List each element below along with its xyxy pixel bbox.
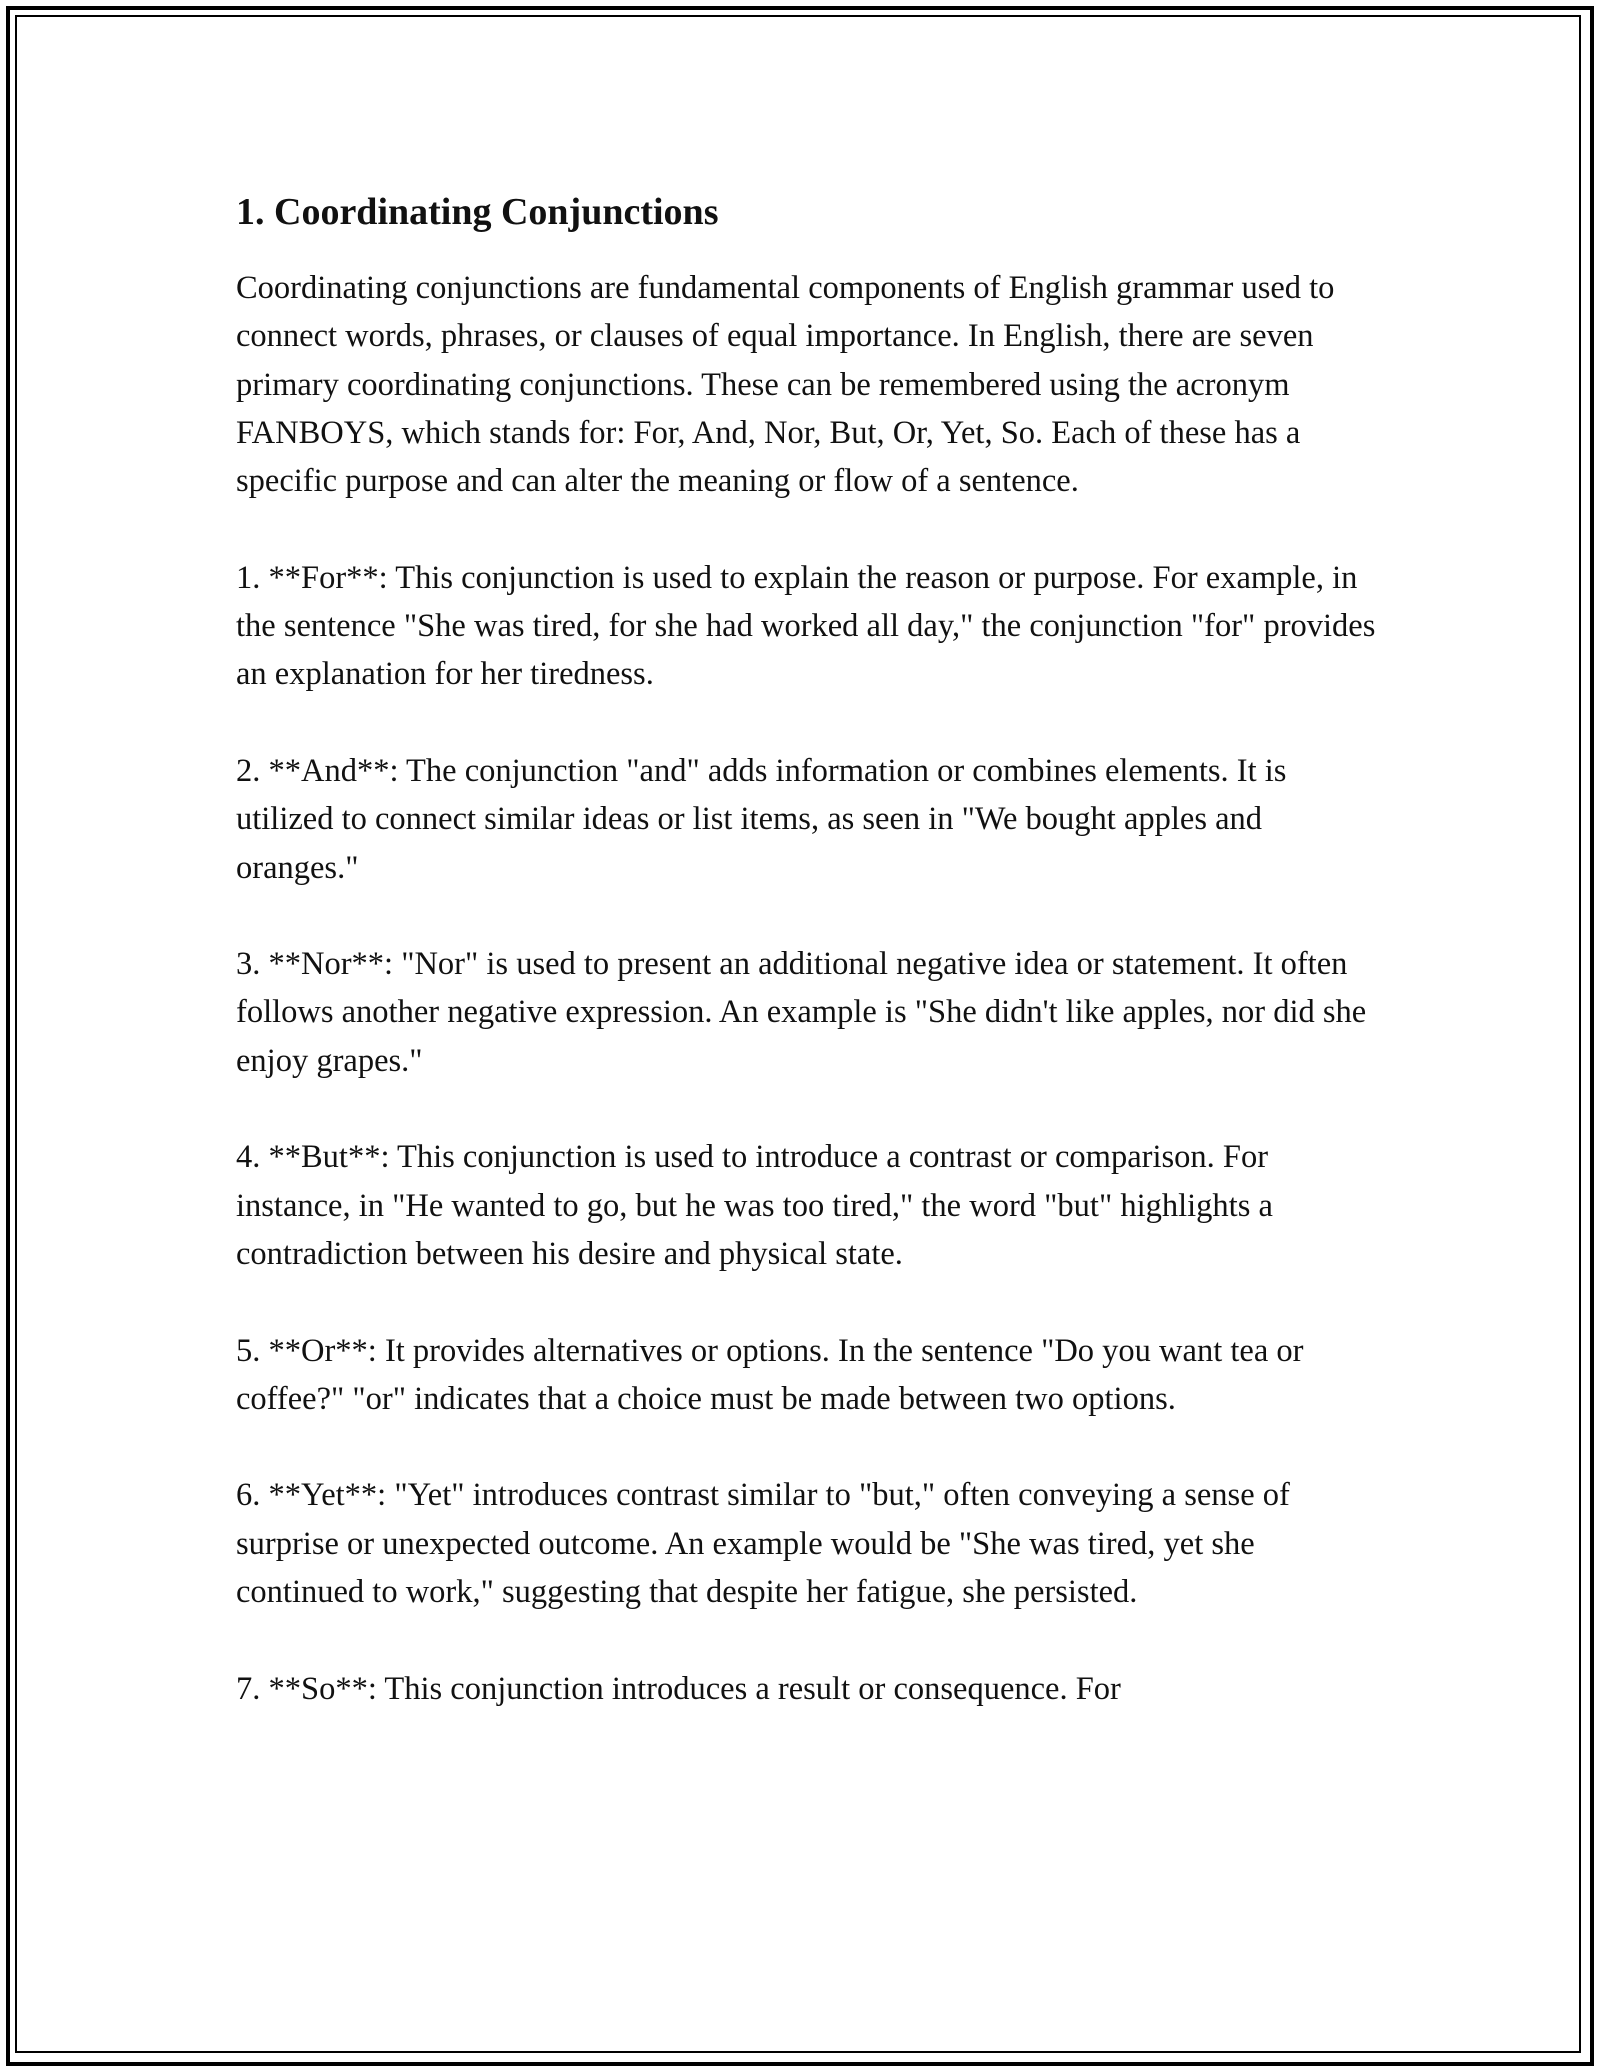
document-body: [236, 184, 1376, 1761]
item-or-paragraph: 5. **Or**: It provides alternatives or options. In the sentence "Do you want tea or coffee?" "or" indicates that a choice must be made between two options.: [236, 1332, 1304, 1417]
item-for-paragraph: 1. **For**: This conjunction is used to explain the reason or purpose. For example, in the sentence "She was tired, for she had worked all day," the conjunction "for" provides an explanation for her tiredness.: [236, 559, 1376, 693]
item-and-paragraph: 2. **And**: The conjunction "and" adds information or combines elements. It is utilized to connect similar ideas or list items, as seen in "We bought apples and oranges.": [236, 752, 1287, 886]
intro-paragraph: Coordinating conjunctions are fundamental components of English grammar used to connect words, phrases, or clauses of equal importance. In English, there are seven primary coordinating conjunctions. These can be remembered using the acronym FANBOYS, which stands for: For, And, Nor, But, Or, Yet, So. Each of these has a specific purpose and can alter the meaning or flow of a sentence.: [236, 270, 1335, 500]
section-heading: 1. Coordinating Conjunctions: [236, 191, 719, 233]
item-nor-paragraph: 3. **Nor**: "Nor" is used to present an additional negative idea or statement. It often follows another negative expression. An example is "She didn't like apples, nor did she enjoy grapes.": [236, 946, 1367, 1079]
item-but-paragraph: 4. **But**: This conjunction is used to introduce a contrast or comparison. For instance, in "He wanted to go, but he was too tired," the word "but" highlights a contradiction between his desire and physical state.: [236, 1139, 1273, 1272]
item-yet-paragraph: 6. **Yet**: "Yet" introduces contrast similar to "but," often conveying a sense of surprise or unexpected outcome. An example would be "She was tired, yet she continued to work," suggesting that despite her fatigue, she persisted.: [236, 1477, 1290, 1611]
item-so-paragraph: 7. **So**: This conjunction introduces a result or consequence. For: [236, 1670, 1121, 1707]
